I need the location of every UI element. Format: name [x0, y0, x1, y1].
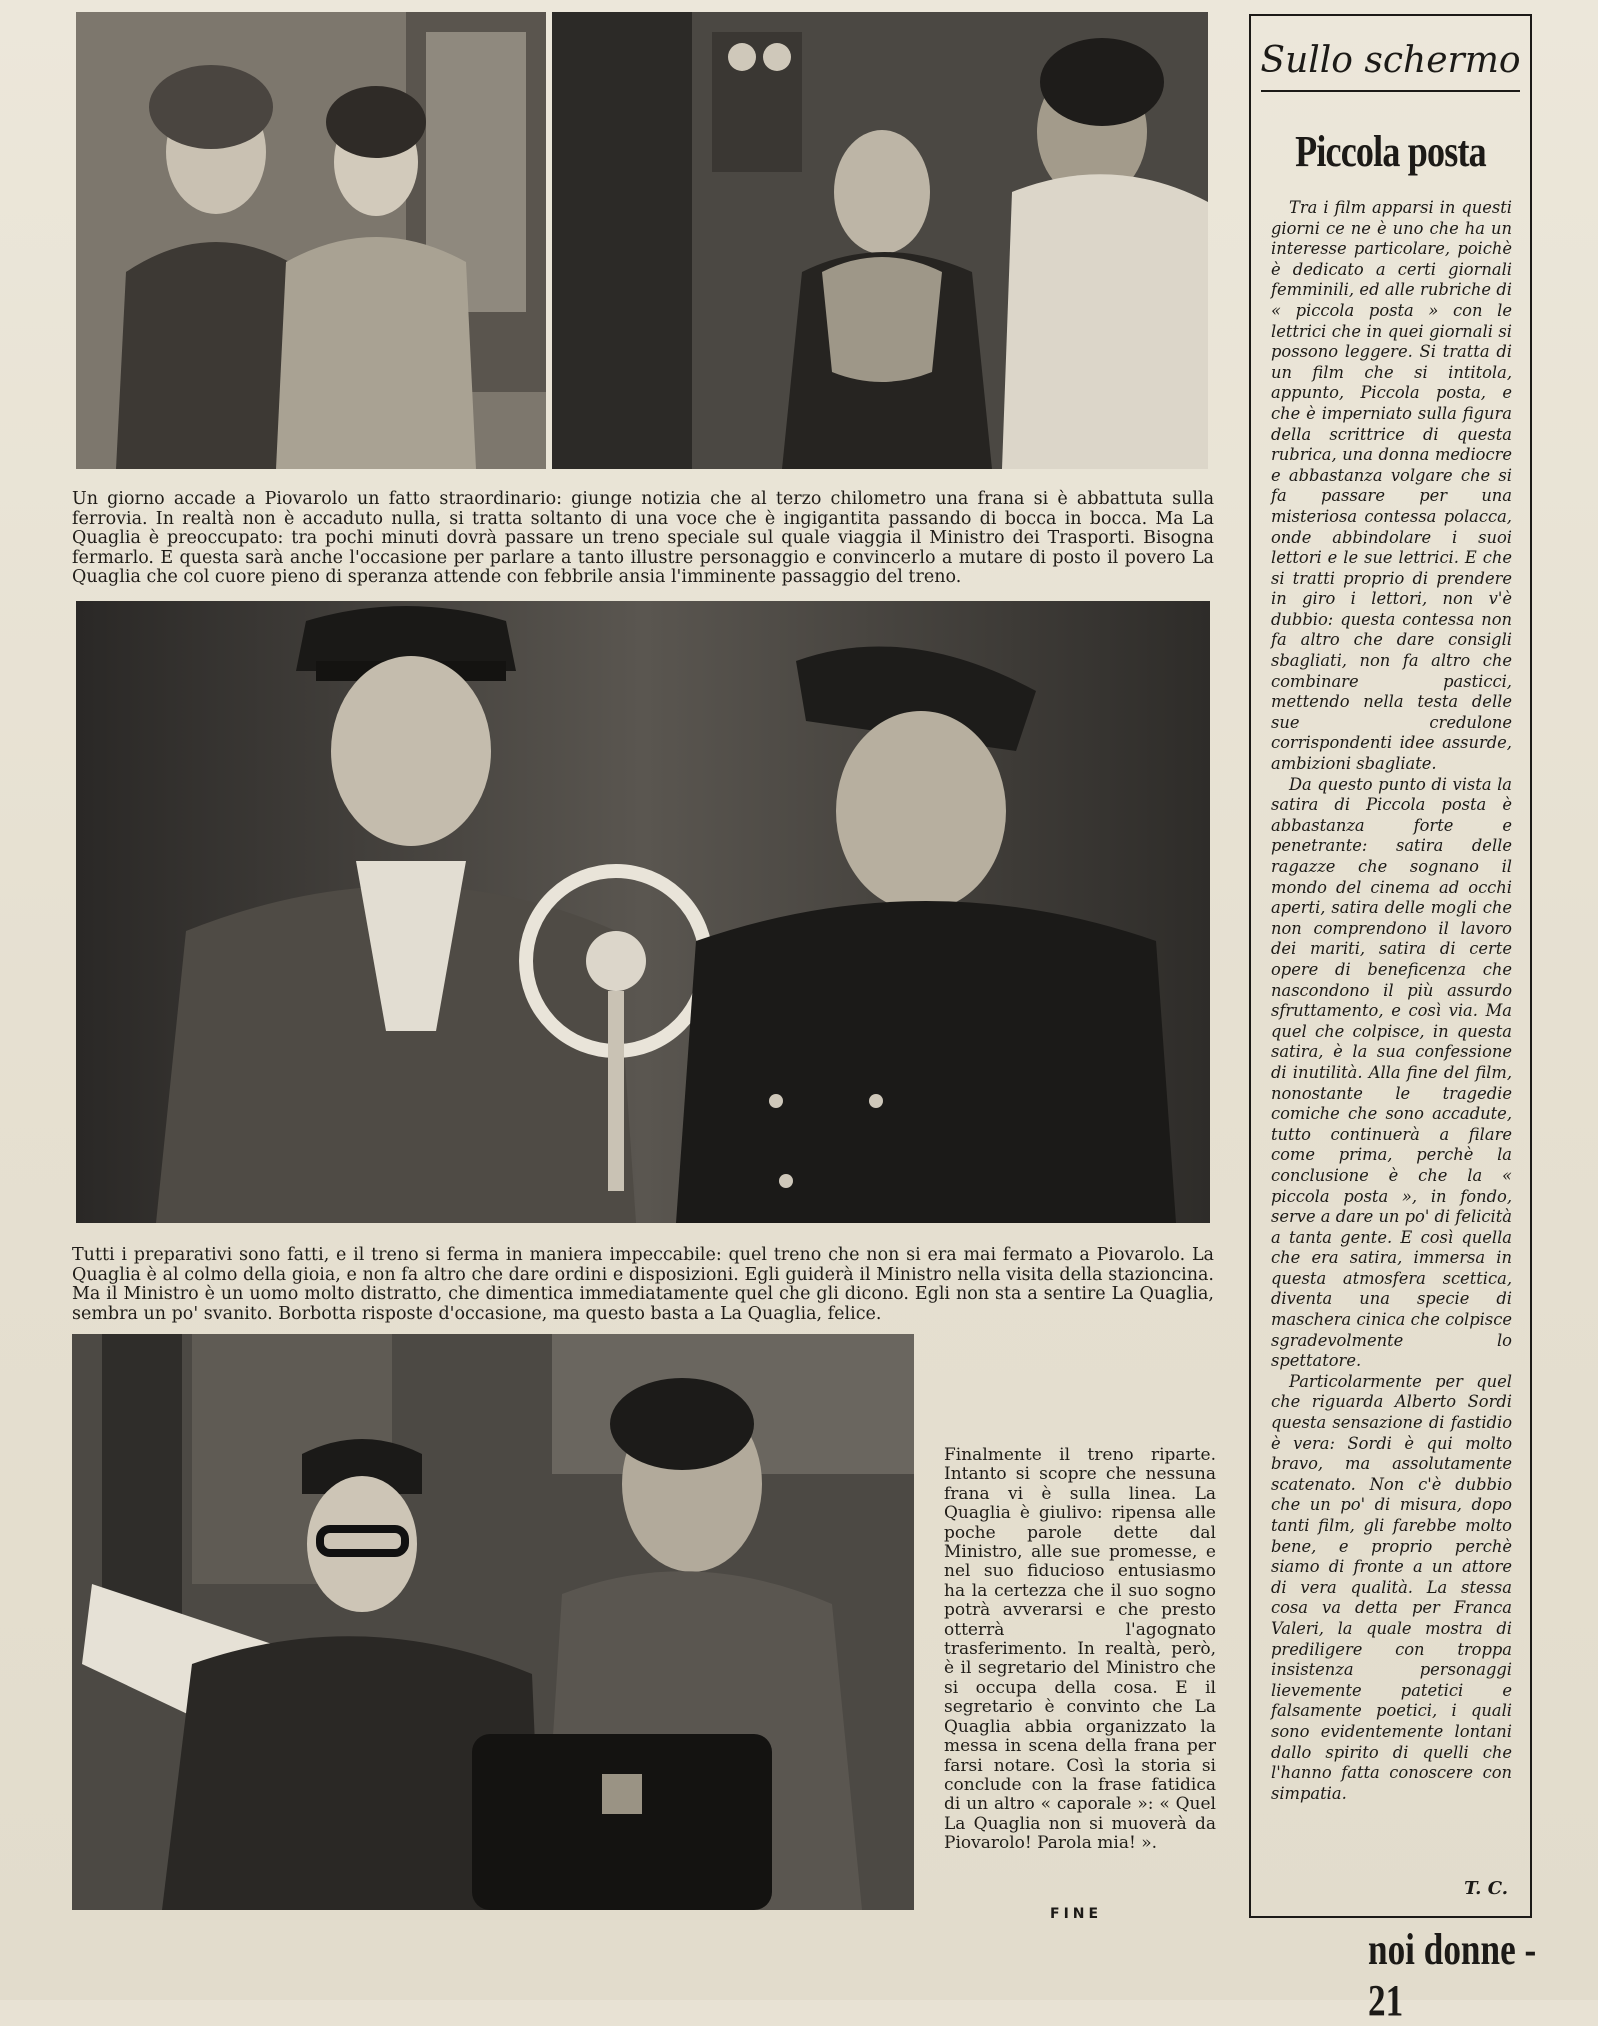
author-signature: T. C. [1464, 1878, 1508, 1899]
sidebar-headline: Piccola posta [1295, 127, 1486, 176]
sidebar-review-box [1249, 14, 1532, 1918]
photo-two-women [76, 12, 546, 469]
sidebar-divider [1261, 90, 1520, 92]
page-footer: noi donne - 21 [1368, 1925, 1537, 2025]
photo-two-women-art [76, 12, 546, 469]
photo-telephone-scene-art [552, 12, 1208, 469]
article-paragraph: Tra i film apparsi in questi giorni ce ne è uno che ha un interesse particolare, poichè è dedicato a certi giornali femminili, ed alle rubriche di « piccola posta » con le lettrici che in quei giornali si possono leggere. Si tratta di un film che si intitola, appunto, Piccola posta, e che è imperniato sulla figura della scrittrice di questa rubrica, una donna mediocre e abbastanza volgare che si fa passare per una misteriosa contessa polacca, onde abbindolare i suoi lettori e le sue lettrici. E che si tratti proprio di prendere in giro i lettori, non v'è dubbio: questa contessa non fa altro che dare consigli sbagliati, non fa altro che combinare pasticci, mettendo nella testa delle sue credulone corrispondenti idee assurde, ambizioni sbagliate. [1271, 198, 1512, 774]
caption-middle: Tutti i preparativi sono fatti, e il treno si ferma in maniera impeccabile: quel treno che non si era mai fermato a Piovarolo. La Quaglia è al colmo della gioia, e non fa altro che dare ordini e disposizioni. Egli guiderà il Ministro nella visita della stazioncina. Ma il Ministro è un uomo molto distratto, che dimentica immediatamente quel che gli dicono. Egli non sta a sentire La Quaglia, sembra un po' svanito. Borbotta risposte d'occasione, ma questo basta a La Quaglia, felice. [72, 1245, 1214, 1324]
sidebar-kicker: Sullo schermo [1260, 40, 1521, 81]
sidebar-article [1271, 198, 1512, 1804]
article-paragraph: Particolarmente per quel che riguarda Alberto Sordi questa sensazione di fastidio è vera: Sordi è qui molto bravo, ma assolutamente scatenato. Non c'è dubbio che un po' di misura, dopo tanti film, gli farebbe molto bene, e proprio perchè siamo di fronte a un attore di vera qualità. La stessa cosa va detta per Franca Valeri, la quale mostra di prediligere con troppa insistenza personaggi lievemente patetici e falsamente poetici, i quali sono evidentemente lontani dallo spirito di quelli che l'hanno fatta conoscere con simpatia. [1271, 1371, 1512, 1803]
photo-station-master [76, 601, 1210, 1223]
photo-train-compartment [72, 1334, 914, 1910]
end-mark: FINE [1050, 1906, 1103, 1922]
caption-top: Un giorno accade a Piovarolo un fatto straordinario: giunge notizia che al terzo chilometro una frana si è abbattuta sulla ferrovia. In realtà non è accaduto nulla, si tratta soltanto di una voce che è ingigantita passando di bocca in bocca. Ma La Quaglia è preoccupato: tra pochi minuti dovrà passare un treno speciale sul quale viaggia il Ministro dei Trasporti. Bisogna fermarlo. E questa sarà anche l'occasione per parlare a tanto illustre personaggio e convincerlo a mutare di posto il povero La Quaglia che col cuore pieno di speranza attende con febbrile ansia l'imminente passaggio del treno. [72, 489, 1214, 587]
caption-bottom: Finalmente il treno riparte. Intanto si scopre che nessuna frana vi è sulla linea. La Quaglia è giulivo: ripensa alle poche parole dette dal Ministro, alle sue promesse, e nel suo fiducioso entusiasmo ha la certezza che il suo sogno potrà avverarsi e che presto otterrà l'agognato trasferimento. In realtà, però, è il segretario del Ministro che si occupa della cosa. E il segretario è convinto che La Quaglia abbia organizzato la messa in scena della frana per farsi notare. Così la storia si conclude con la frase fatidica di un altro « caporale »: « Quel La Quaglia non si muoverà da Piovarolo! Parola mia! ». [944, 1445, 1216, 1854]
article-paragraph: Da questo punto di vista la satira di Piccola posta è abbastanza forte e penetrante: satira delle ragazze che sognano il mondo del cinema ad occhi aperti, satira delle mogli che non comprendono il lavoro dei mariti, satira di certe opere di beneficenza che nascondono il più assurdo sfruttamento, e così via. Ma quel che colpisce, in questa satira, è la sua confessione di inutilità. Alla fine del film, nonostante le tragedie comiche che sono accadute, tutto continuerà a filare come prima, perchè la conclusione è che la « piccola posta », in fondo, serve a dare un po' di felicità a tanta gente. E così quella che era satira, immersa in questa atmosfera scettica, diventa una specie di maschera cinica che colpisce sgradevolmente lo spettatore. [1271, 774, 1512, 1371]
photo-telephone-scene [552, 12, 1208, 469]
photo-station-master-art [76, 601, 1210, 1223]
photo-train-compartment-art [72, 1334, 914, 1910]
